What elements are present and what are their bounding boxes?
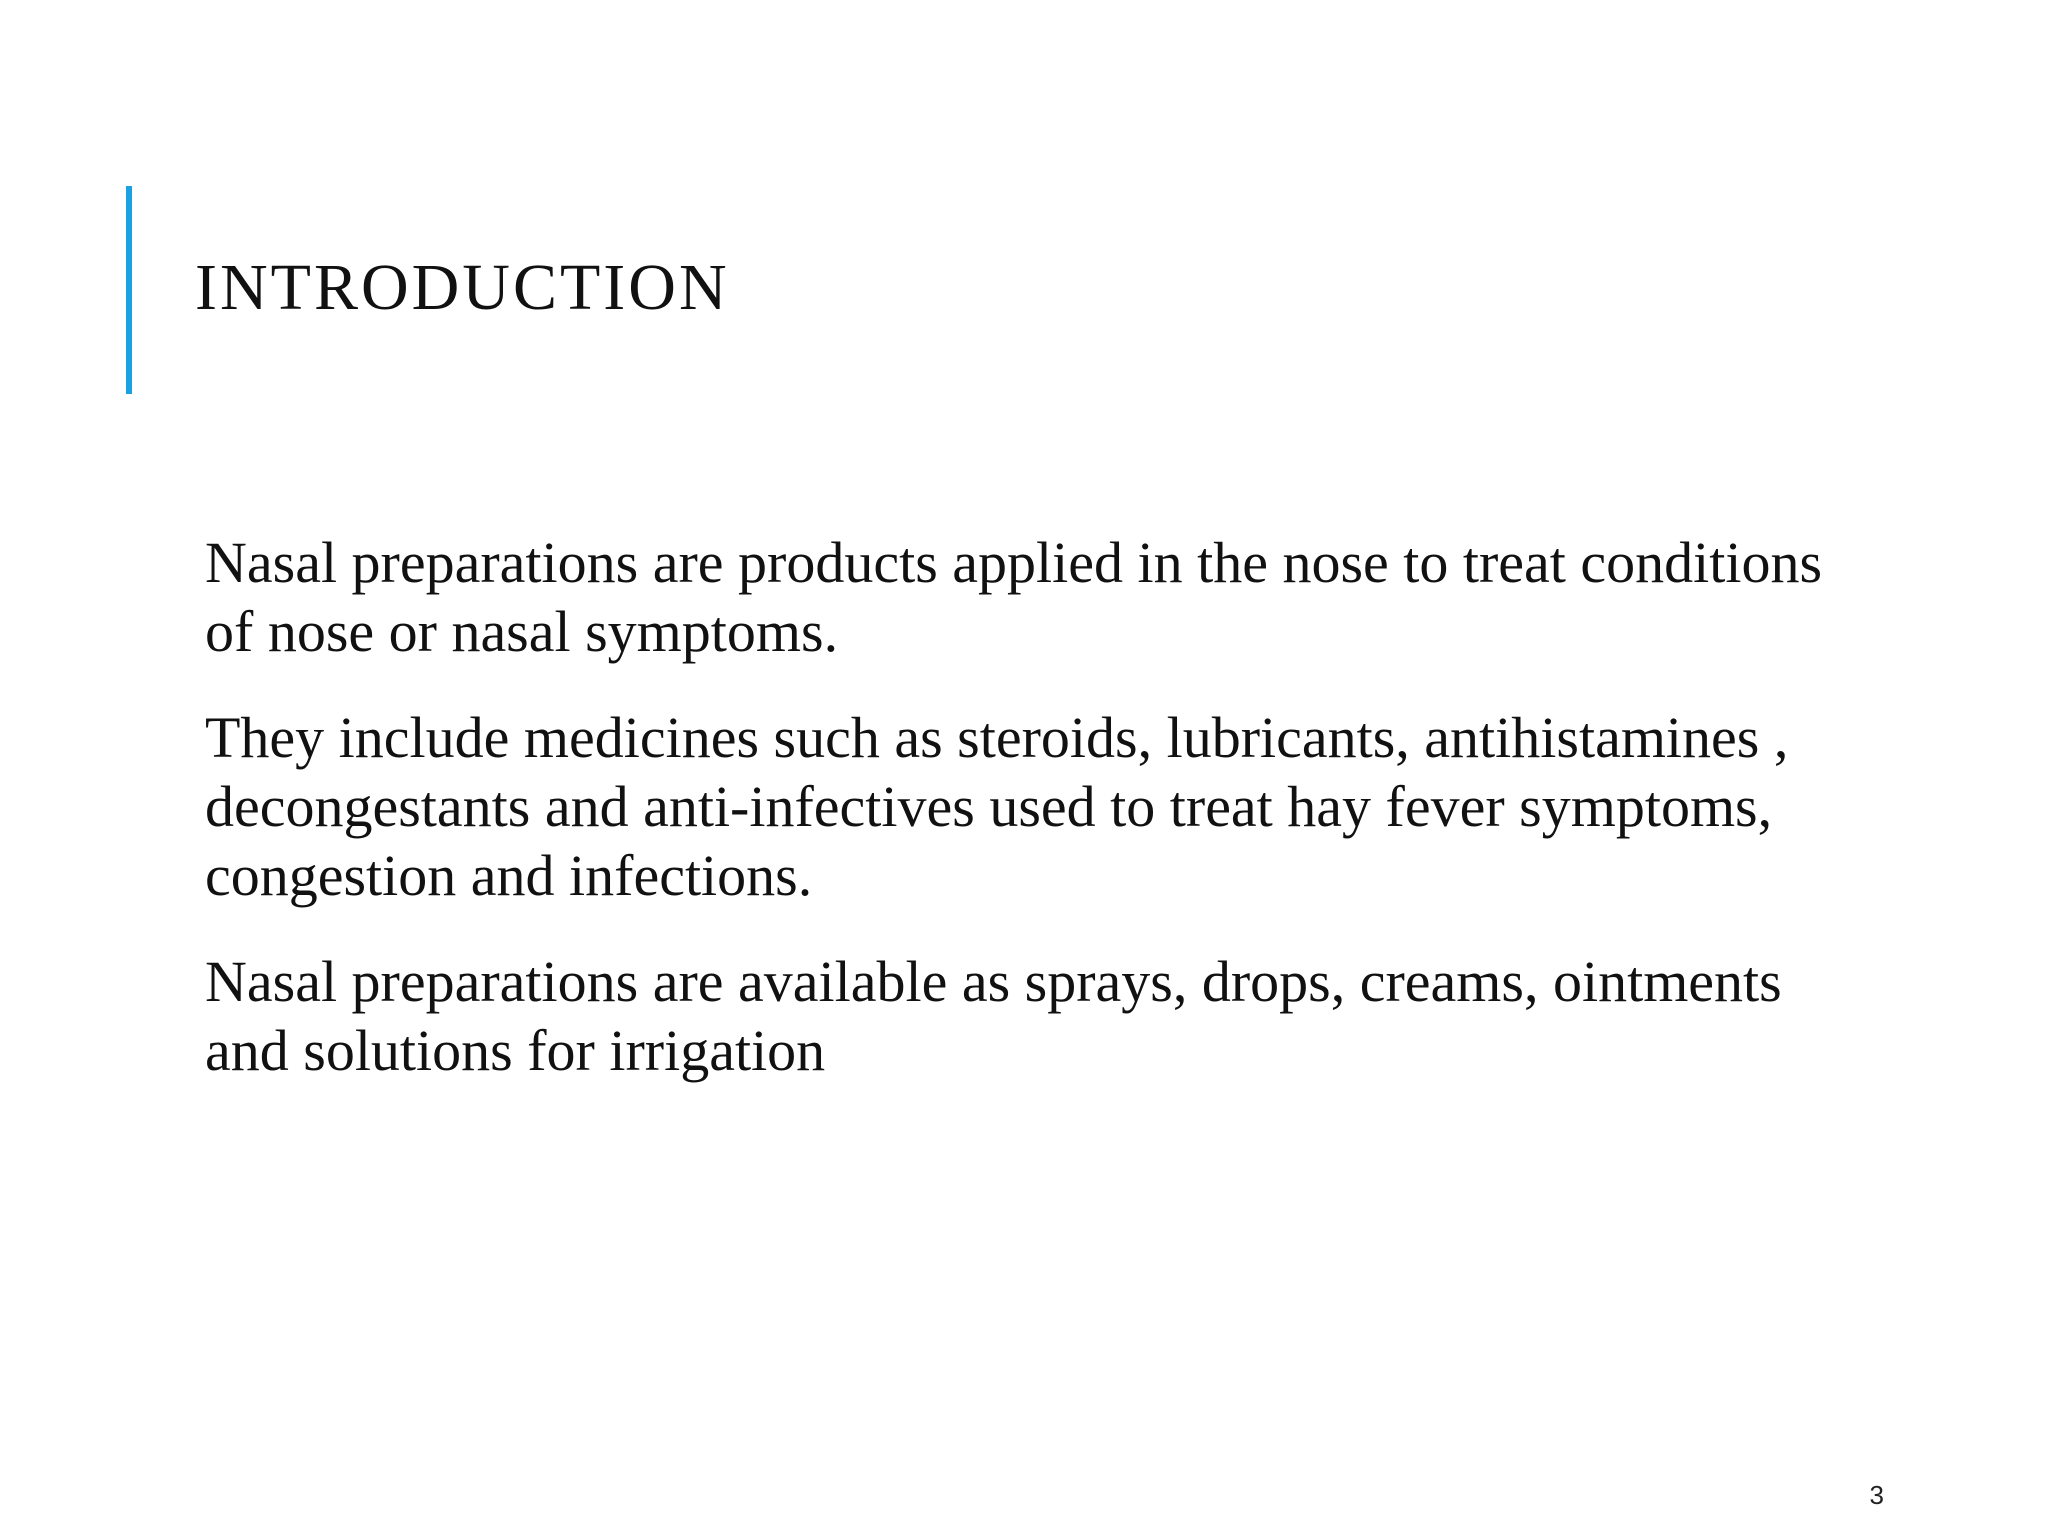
slide-body xyxy=(205,528,1845,1122)
body-paragraph: Nasal preparations are products applied in the nose to treat conditions of nose or nasal symptoms. xyxy=(205,530,1823,664)
title-accent-bar xyxy=(126,186,132,394)
slide-title: INTRODUCTION xyxy=(195,251,730,324)
page-number: 3 xyxy=(1869,1480,1884,1510)
body-paragraph: They include medicines such as steroids, lubricants, antihistamines , decongestants and anti-infectives used to treat hay fever symptoms, congestion and infections. xyxy=(205,705,1789,908)
body-paragraph: Nasal preparations are available as sprays, drops, creams, ointments and solutions for irrigation xyxy=(205,949,1782,1083)
